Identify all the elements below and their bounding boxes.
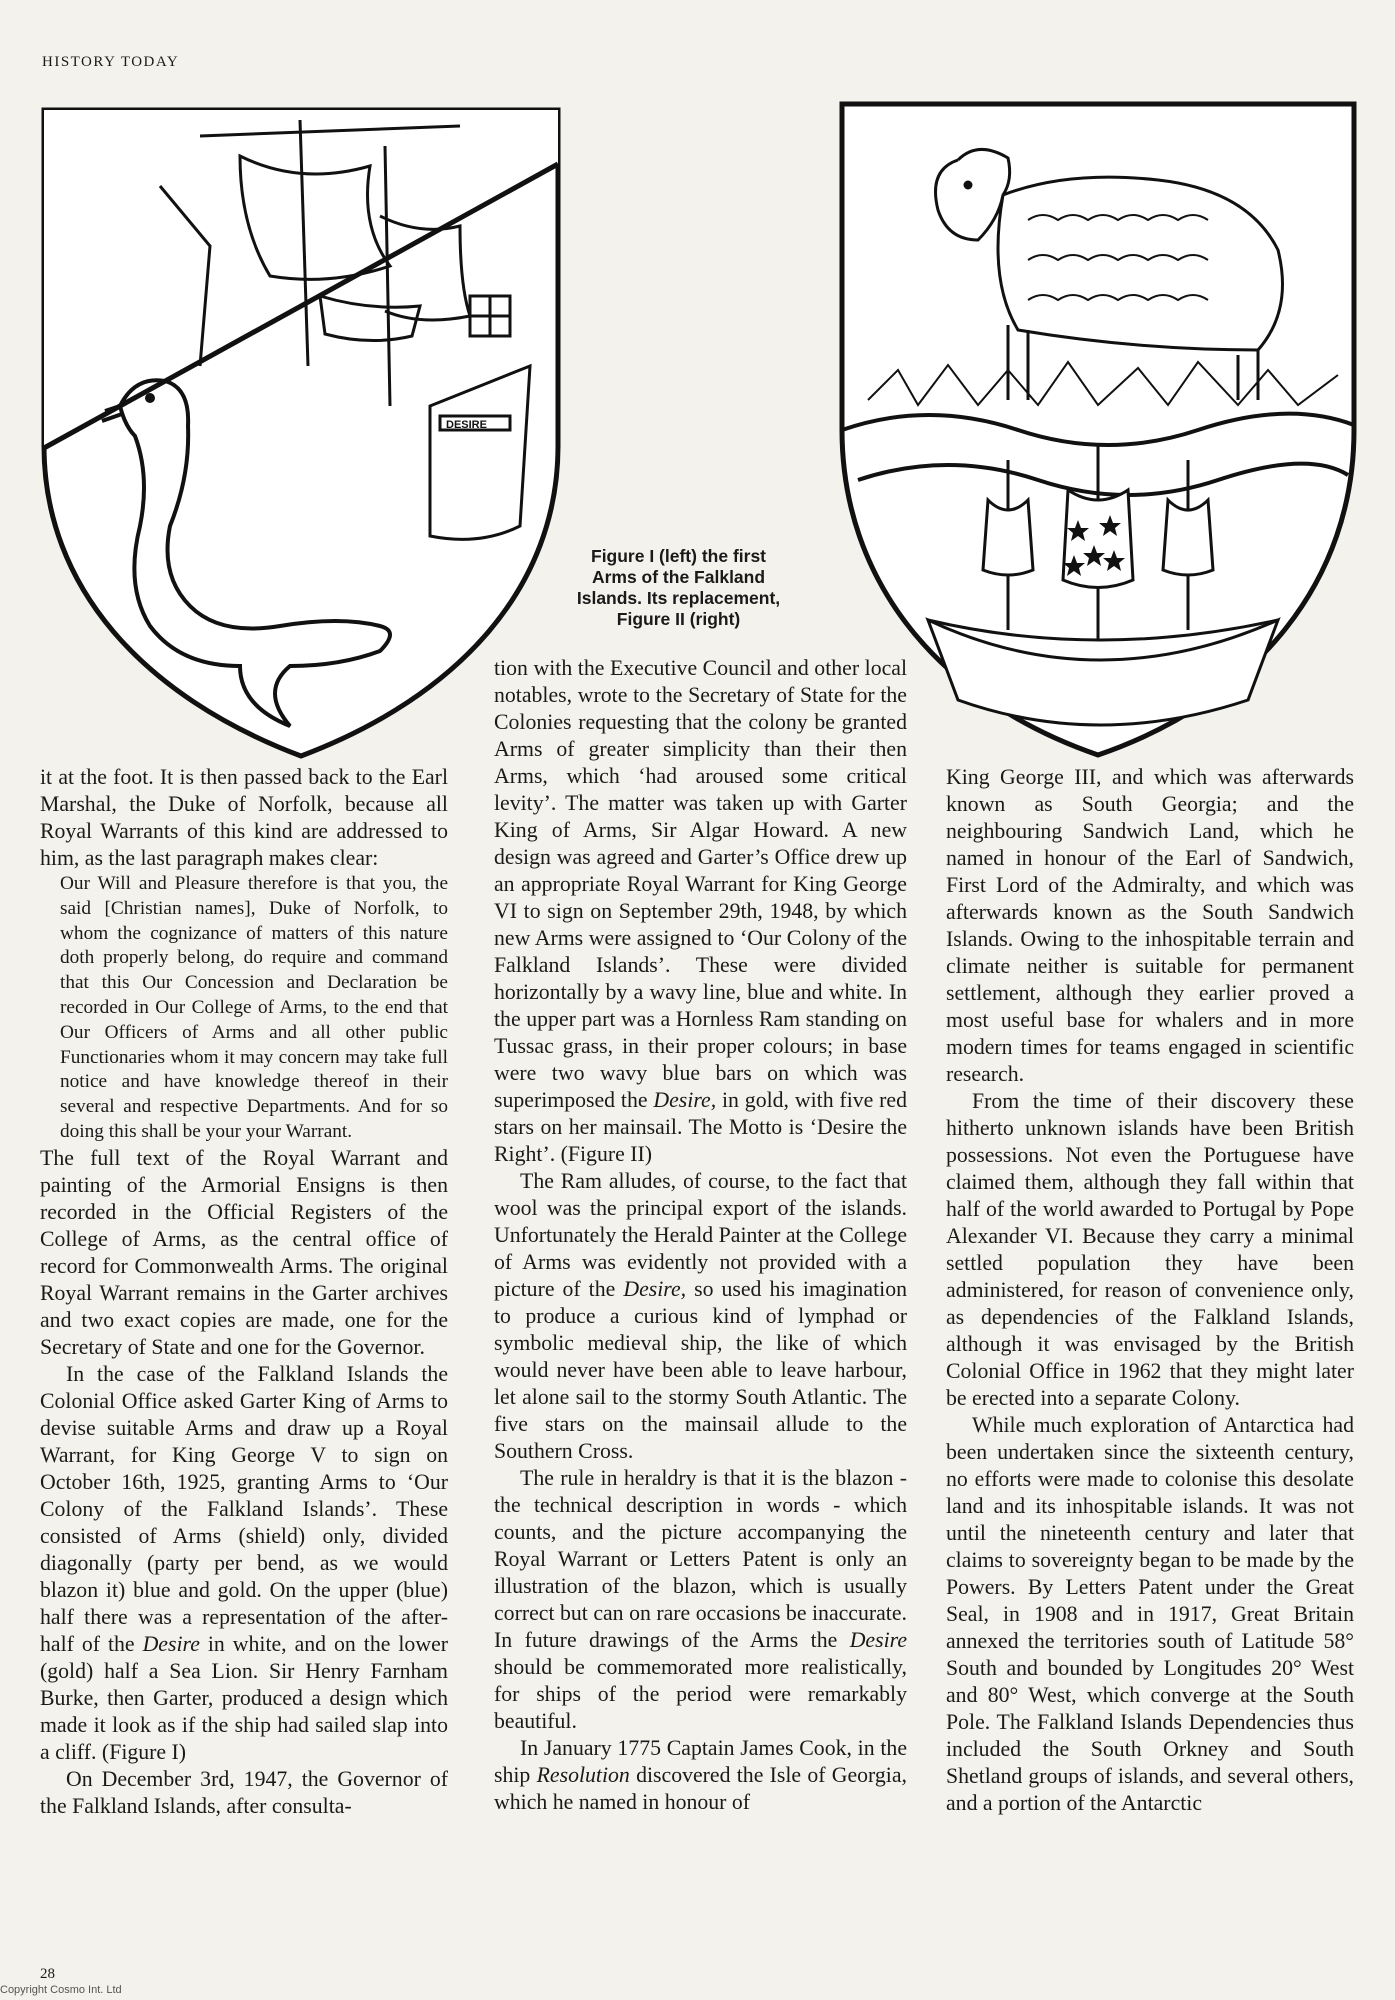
block-quote: Our Will and Pleasure therefore is that you, the said [Christian names], Duke of Norfolk, to whom the cognizance of matters of this nature doth properly belong, do require and command that this Our Concession and Declaration be recorded in Our College of Arms, to the end that Our Officers of Arms and all other public Functionaries whom it may concern may take full notice and have knowledge thereof in their several and respective Departments. And for so doing this shall be your your Warrant. — [60, 873, 448, 1142]
column-2 — [494, 655, 907, 1816]
page-number: 28 — [40, 1966, 55, 1982]
copyright-notice: Copyright Cosmo Int. Ltd — [0, 1984, 122, 1996]
running-header: HISTORY TODAY — [42, 54, 180, 70]
paragraph: King George III, and which was afterwards known as South Georgia; and the neighbouring Sandwich Land, which he named in honour of the Earl of Sandwich, First Lord of the Admiralty, and which was afterwards known as the South Sandwich Islands. Owing to the inhospitable terrain and climate neither is suitable for permanent settlement, although they earlier proved a most useful base for whalers and in more modern times for teams engaged in scientific research. — [946, 765, 1354, 1086]
column-1 — [40, 764, 448, 1820]
shield-ram-ship-icon — [842, 104, 1354, 755]
paragraph: In the case of the Falkland Islands the Colonial Office asked Garter King of Arms to devise suitable Arms and draw up a Royal Warrant, for King George V to sign on October 16th, 1925, granting Arms to ‘Our Colony of the Falkland Islands’. These consisted of Arms (shield) only, divided diagonally (party per bend, as we would blazon it) blue and gold. On the upper (blue) half there was a representation of the after-half of the Desire in white, and on the lower (gold) half a Sea Lion. Sir Henry Farnham Burke, then Garter, produced a design which made it look as if the ship had sailed slap into a cliff. (Figure I) — [40, 1361, 448, 1764]
figure-2-arms — [838, 100, 1358, 760]
paragraph: While much exploration of Antarctica had been undertaken since the sixteenth century, no efforts were made to colonise this desolate land and its inhospitable islands. It was not until the nineteenth century and later that claims to sovereignty began to be made by the Powers. By Letters Patent under the Great Seal, in 1908 and in 1917, Great Britain annexed the territories south of Latitude 58° South and bounded by Longitudes 20° West and 80° West, which converge at the South Pole. The Falkland Islands Dependencies thus included the South Orkney and South Shetland groups of islands, and several others, and a portion of the Antarctic — [946, 1413, 1354, 1815]
figure-1-arms — [40, 106, 562, 762]
paragraph: tion with the Executive Council and other local notables, wrote to the Secretary of State for the Colonies requesting that the colony be granted Arms of greater simplicity than their then Arms, which ‘had aroused some critical levity’. The matter was taken up with Garter King of Arms, Sir Algar Howard. A new design was agreed and Garter’s Office drew up an appropriate Royal Warrant for King George VI to sign on September 29th, 1948, by which new Arms were assigned to ‘Our Colony of the Falkland Islands’. These were divided horizontally by a wavy line, blue and white. In the upper part was a Hornless Ram standing on Tussac grass, in their proper colours; in base were two wavy blue bars on which was superimposed the Desire, in gold, with five red stars on her mainsail. The Motto is ‘Desire the Right’. (Figure II) — [494, 656, 907, 1166]
paragraph: The full text of the Royal Warrant and painting of the Armorial Ensigns is then recorded in the Official Registers of the College of Arms, as the central office of record for Commonwealth Arms. The original Royal Warrant remains in the Garter archives and two exact copies are made, one for the Secretary of State and one for the Governor. — [40, 1145, 448, 1359]
caption-line: Arms of the Falkland — [591, 567, 766, 587]
caption-line: Islands. Its replacement, — [576, 588, 781, 608]
shield-ship-sea-lion-icon — [44, 110, 558, 756]
paragraph: The Ram alludes, of course, to the fact that wool was the principal export of the islands. Unfortunately the Herald Painter at the College of Arms was evidently not provided with a picture of the Desire, so used his imagination to produce a curious kind of lymphad or symbolic medieval ship, the like of which would never have been able to leave harbour, let alone sail to the stormy South Atlantic. The five stars on the mainsail allude to the Southern Cross. — [494, 1169, 908, 1463]
caption-line: Figure I (left) the first — [591, 546, 766, 566]
paragraph: The rule in heraldry is that it is the blazon - the technical description in words - which counts, and the picture accompanying the Royal Warrant or Letters Patent is only an illustration of the blazon, which is usually correct but can on rare occasions be inaccurate. In future drawings of the Arms the Desire should be commemorated more realistically, for ships of the period were remarkably beautiful. — [494, 1466, 907, 1733]
caption-line: Figure II (right) — [616, 609, 741, 629]
paragraph: In January 1775 Captain James Cook, in the ship Resolution discovered the Isle of Georgia, which he named in honour of — [494, 1736, 907, 1814]
paragraph: On December 3rd, 1947, the Governor of the Falkland Islands, after consulta- — [40, 1766, 448, 1818]
ship-name-label: DESIRE — [446, 419, 487, 431]
paragraph: From the time of their discovery these hitherto unknown islands have been British possessions. Not even the Portuguese have claimed them, although they fall within that half of the world awarded to Portugal by Pope Alexander VI. Because they carry a minimal settled population they have been administered, for reason of convenience only, as dependencies of the Falkland Islands, although it was envisaged by the British Colonial Office in 1962 that they might later be erected into a separate Colony. — [946, 1089, 1354, 1410]
paragraph: it at the foot. It is then passed back to the Earl Marshal, the Duke of Norfolk, because all Royal Warrants of this kind are addressed to him, as the last paragraph makes clear: — [40, 765, 448, 870]
column-3 — [946, 764, 1354, 1817]
figure-caption — [546, 546, 811, 630]
